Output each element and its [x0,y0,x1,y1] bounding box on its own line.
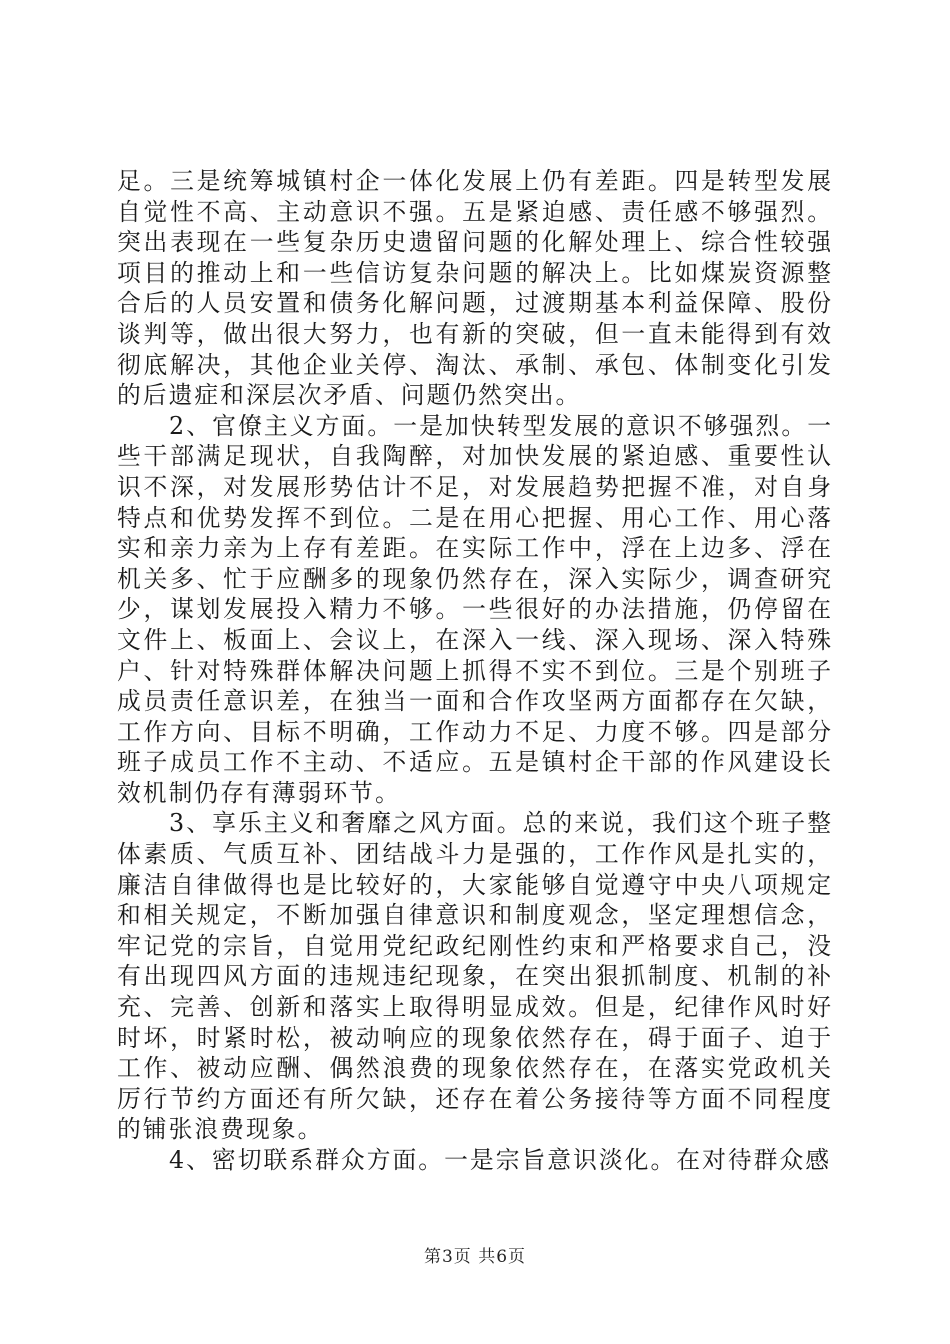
paragraph-3: 3、享乐主义和奢靡之风方面。总的来说，我们这个班子整体素质、气质互补、团结战斗力是强的，工作作风是扎实的，廉洁自律做得也是比较好的，大家能够自觉遵守中央八项规定和相关规定，不断加强自律意识和制度观念，坚定理想信念，牢记党的宗旨，自觉用党纪政纪刚性约束和严格要求自己，没有出现四风方面的违规违纪现象，在突出狠抓制度、机制的补充、完善、创新和落实上取得明显成效。但是，纪律作风时好时坏，时紧时松，被动响应的现象依然存在，碍于面子、迫于工作、被动应酬、偶然浪费的现象依然存在，在落实党政机关厉行节约方面还有所欠缺，还存在着公务接待等方面不同程度的铺张浪费现象。 [117,809,833,1144]
paragraph-1: 足。三是统筹城镇村企一体化发展上仍有差距。四是转型发展自觉性不高、主动意识不强。五是紧迫感、责任感不够强烈。突出表现在一些复杂历史遗留问题的化解处理上、综合性较强项目的推动上和一些信访复杂问题的解决上。比如煤炭资源整合后的人员安置和债务化解问题，过渡期基本利益保障、股份谈判等，做出很大努力，也有新的突破，但一直未能得到有效彻底解决，其他企业关停、淘汰、承制、承包、体制变化引发的后遗症和深层次矛盾、问题仍然突出。 [117,167,833,410]
page-number-footer: 第3页 共6页 [423,1247,527,1267]
document-body [117,166,833,1176]
paragraph-4: 4、密切联系群众方面。一是宗旨意识淡化。在对待群众感 [169,1146,832,1174]
paragraph-2: 2、官僚主义方面。一是加快转型发展的意识不够强烈。一些干部满足现状，自我陶醉，对加快发展的紧迫感、重要性认识不深，对发展形势估计不足，对发展趋势把握不准，对自身特点和优势发挥不到位。二是在用心把握、用心工作、用心落实和亲力亲为上存有差距。在实际工作中，浮在上边多、浮在机关多、忙于应酬多的现象仍然存在，深入实际少，调查研究少，谋划发展投入精力不够。一些很好的办法措施，仍停留在文件上、板面上、会议上，在深入一线、深入现场、深入特殊户、针对特殊群体解决问题上抓得不实不到位。三是个别班子成员责任意识差，在独当一面和合作攻坚两方面都存在欠缺，工作方向、目标不明确，工作动力不足、力度不够。四是部分班子成员工作不主动、不适应。五是镇村企干部的作风建设长效机制仍存有薄弱环节。 [117,411,833,807]
